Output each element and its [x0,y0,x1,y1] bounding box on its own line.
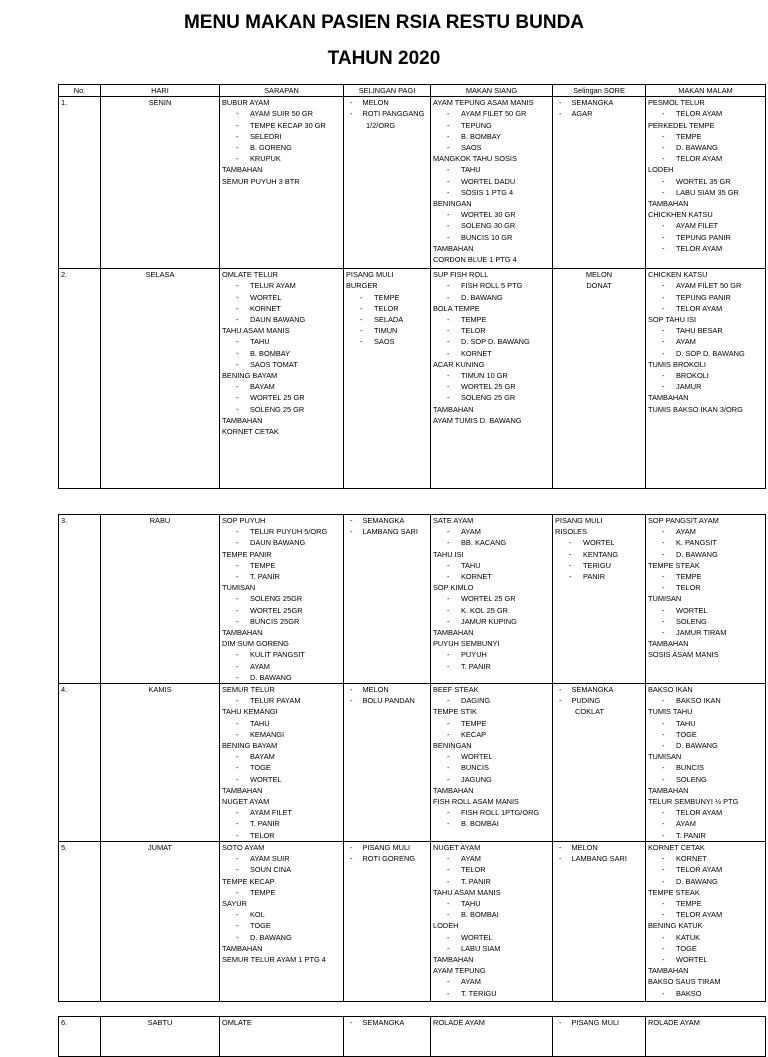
menu-table-1 [58,84,766,489]
ingredient-item: - AYAM [648,526,763,537]
dish-heading: BENING BAYAM [222,371,278,381]
ingredient-item: - TEMPE [648,898,763,909]
ingredient-item: - TOGE [222,762,341,773]
dish-heading: TAHU KEMANGI [222,707,278,717]
ingredient-item: - AYAM [648,336,763,347]
dish-heading: TAMBAHAN [222,165,263,175]
dish-heading: CHICKHEN KATSU [648,210,713,220]
ingredient-item: - MELON [346,97,428,108]
header-no: No. [59,85,101,97]
ingredient-item: - TEMPE [222,887,341,898]
ingredient-item: - AYAM SUIR 50 GR [222,108,341,119]
sore-cell [553,684,646,842]
ingredient-item: - SOLENG [648,616,763,627]
ingredient-item: - WORTEL 25 GR [433,593,550,604]
dish-heading: TAMBAHAN [433,243,474,253]
siang-cell [431,841,553,1001]
ingredient-item: - TELOR AYAM [648,153,763,164]
ingredient-item: - WORTEL [433,932,550,943]
ingredient-item: - TELOR AYAM [648,807,763,818]
table-row [59,515,766,684]
ingredient-item: - D. BAWANG [648,142,763,153]
day-cell: SENIN [101,97,220,269]
day-cell: KAMIS [101,684,220,842]
dish-heading: AYAM TUMIS D. BAWANG [433,415,522,425]
dish-heading: ROLADE AYAM [433,1018,485,1027]
ingredient-item: - DAUN BAWANG [222,537,341,548]
ingredient-item: - BUNCIS [648,762,763,773]
ingredient-item: - TEMPE [433,718,550,729]
ingredient-item: - T. PANIR [648,830,763,841]
ingredient-item: - KEMANGI [222,729,341,740]
table-row [59,1017,766,1057]
ingredient-item: COKLAT [575,707,605,717]
dish-heading: BENING BAYAM [222,741,278,751]
ingredient-item: - DAGING [433,695,550,706]
ingredient-item: - TEMPE [222,560,341,571]
ingredient-item: - TEMPE [346,292,428,303]
ingredient-item: - KORNET [433,348,550,359]
dish-heading: TAMBAHAN [222,943,263,953]
ingredient-item: - PISANG MULI [346,842,428,853]
ingredient-item: - KRUPUK [222,153,341,164]
ingredient-item: - SOSIS 1 PTG 4 [433,187,550,198]
dish-heading: TEMPE STIK [433,707,477,717]
ingredient-item: - SELEDRI [222,131,341,142]
siang-cell [431,269,553,489]
ingredient-item: - WORTEL [648,605,763,616]
ingredient-item: - TAHU [433,164,550,175]
ingredient-item: - WORTEL 25 GR [433,381,550,392]
dish-heading: TUMISAN [648,594,682,604]
ingredient-item: - ROTI PANGGANG [346,108,428,119]
ingredient-item: - AYAM FILET 50 GR [433,108,550,119]
ingredient-item: - SOLENG 25 GR [222,404,341,415]
ingredient-item: - KORNET [648,853,763,864]
ingredient-item: - TEPUNG PANIR [648,292,763,303]
header-makan-siang: MAKAN SIANG [431,85,553,97]
ingredient-item: - KATUK [648,932,763,943]
dish-heading: AYAM TEPUNG [433,966,486,976]
dish-heading: SEMUR PUYUH 3 BTR [222,176,300,186]
sarapan-cell [220,841,344,1001]
ingredient-item: - KULIT PANGSIT [222,649,341,660]
ingredient-item: - WORTEL [648,954,763,965]
ingredient-item: - AYAM [433,526,550,537]
ingredient-item: - BAYAM [222,381,341,392]
dish-heading: BAKSO IKAN [648,685,693,695]
ingredient-item: - AYAM [433,976,550,987]
ingredient-item: - SELADA [346,314,428,325]
ingredient-item: - SOLENG 25 GR [433,392,550,403]
ingredient-item: - SEMANGKA [555,684,643,695]
ingredient-item: - MELON [346,684,428,695]
ingredient-item: - TAHU [433,560,550,571]
ingredient-item: - TELUR PUYUH 5/ORG [222,526,341,537]
dish-heading: TAMBAHAN [433,628,474,638]
dish-heading: TUMISAN [648,752,682,762]
sarapan-cell [220,1017,344,1057]
ingredient-item: - T. PANIR [222,571,341,582]
dish-heading: ROLADE AYAM [648,1018,700,1027]
dish-heading: TAMBAHAN [433,785,474,795]
sore-cell [553,97,646,269]
dish-heading: TUMISAN [222,583,256,593]
dish-heading: SATE AYAM [433,516,474,525]
table-row [59,841,766,1001]
ingredient-item: - LAMBANG SARI [555,853,643,864]
ingredient-item: - TELOR AYAM [648,864,763,875]
dish-heading: BUBUR AYAM [222,98,270,108]
ingredient-item: - TELOR AYAM [648,303,763,314]
sore-cell [553,1017,646,1057]
dish-heading: BEEF STEAK [433,685,479,695]
dish-heading: TEMPE KECAP [222,876,275,886]
ingredient-item: - TAHU [222,718,341,729]
ingredient-item: - DAUN BAWANG [222,314,341,325]
dish-heading: TUMIS BAKSO IKAN 3/ORG [648,404,743,414]
ingredient-item: - SAOS TOMAT [222,359,341,370]
ingredient-item: - BUNCIS 10 GR [433,232,550,243]
ingredient-item: DONAT [586,281,612,291]
dish-heading: TUMIS BROKOLI [648,359,706,369]
dish-heading: BENINGAN [433,741,472,751]
dish-heading: BENINGAN [433,199,472,209]
day-cell: RABU [101,515,220,684]
ingredient-item: - SEMANGKA [555,97,643,108]
dish-heading: SOP PANGSIT AYAM [648,516,719,525]
row-number: 2. [59,269,101,489]
ingredient-item: 1/2/ORG [366,120,396,130]
malam-cell [646,269,766,489]
ingredient-item: - B. BOMBAI [433,818,550,829]
ingredient-item: - TAHU [433,898,550,909]
dish-heading: LODEH [648,165,674,175]
ingredient-item: - TAHU [648,718,763,729]
dish-heading: LODEH [433,921,459,931]
ingredient-item: - T. PANIR [222,818,341,829]
ingredient-item: - LABU SIAM 35 GR [648,187,763,198]
dish-heading: TUMIS TAHU [648,707,693,717]
pagi-cell [344,515,431,684]
dish-heading: RISOLES [555,527,588,537]
table-header-row [59,85,766,97]
ingredient-item: - SOLENG 25GR [222,593,341,604]
ingredient-item: - TAHU [222,336,341,347]
dish-heading: TAMBAHAN [648,785,689,795]
dish-heading: PUYUH SEMBUNYI [433,639,500,649]
dish-heading: SOP PUYUH [222,516,266,525]
ingredient-item: - TELOR AYAM [648,909,763,920]
ingredient-item: - BUNCIS [433,762,550,773]
ingredient-item: - T. PANIR [433,876,550,887]
dish-heading: TAHU ISI [433,549,464,559]
dish-heading: TAMBAHAN [648,199,689,209]
malam-cell [646,684,766,842]
dish-heading: TAHU ASAM MANIS [222,326,290,336]
malam-cell [646,841,766,1001]
ingredient-item: - AYAM FILET [222,807,341,818]
ingredient-item: - WORTEL 25 GR [222,392,341,403]
ingredient-item: - BAKSO [648,988,763,999]
ingredient-item: - WORTEL [433,751,550,762]
sore-cell [553,269,646,489]
ingredient-item: - TELOR [433,325,550,336]
pagi-cell [344,269,431,489]
dish-heading: AYAM TEPUNG ASAM MANIS [433,98,534,108]
ingredient-item: - SAOS [346,336,428,347]
ingredient-item: - TEPUNG PANIR [648,232,763,243]
pagi-cell [344,841,431,1001]
ingredient-item: - AYAM [648,818,763,829]
dish-heading: CORDON BLUE 1 PTG 4 [433,255,517,265]
ingredient-item: - TEMPE [648,131,763,142]
row-number: 5. [59,841,101,1001]
malam-cell [646,1017,766,1057]
ingredient-item: - B. BOMBAY [433,131,550,142]
ingredient-item: - AYAM FILET [648,220,763,231]
ingredient-item: - TELOR AYAM [648,243,763,254]
dish-heading: TAMBAHAN [648,393,689,403]
dish-heading: SUP FISH ROLL [433,270,489,280]
ingredient-item: - TOGE [648,729,763,740]
ingredient-item: - D. BAWANG [222,672,341,683]
header-selingan-sore: Selingan SORE [553,85,646,97]
header-selingan-pagi: SELINGAN PAGI [344,85,431,97]
sarapan-cell [220,269,344,489]
dish-heading: OMLATE TELUR [222,270,278,280]
dish-heading: SAYUR [222,898,247,908]
ingredient-item: - WORTEL [222,292,341,303]
ingredient-item: - B. BOMBAY [222,348,341,359]
row-number: 3. [59,515,101,684]
ingredient-item: - TELUR AYAM [222,280,341,291]
dish-heading: SOP KIMLO [433,583,474,593]
ingredient-item: - BAYAM [222,751,341,762]
table-row [59,97,766,269]
dish-heading: TEMPE STEAK [648,560,700,570]
ingredient-item: - BB. KACANG [433,537,550,548]
ingredient-item: - TIMUN [346,325,428,336]
dish-heading: TELUR SEMBUNYI ½ PTG [648,797,739,807]
ingredient-item: - WORTEL 35 GR [648,176,763,187]
ingredient-item: - JAMUR [648,381,763,392]
dish-heading: TAMBAHAN [222,628,263,638]
ingredient-item: - TOGE [222,920,341,931]
ingredient-item: - WORTEL [222,774,341,785]
dish-heading: KORNET CETAK [222,427,279,437]
dish-heading: SEMUR TELUR AYAM 1 PTG 4 [222,954,326,964]
ingredient-item: - T. TERIGU [433,988,550,999]
ingredient-item: - WORTEL [555,537,643,548]
header-makan-malam: MAKAN MALAM [646,85,766,97]
ingredient-item: - PISANG MULI [555,1017,643,1028]
pagi-cell [344,684,431,842]
ingredient-item: - KENTANG [555,549,643,560]
ingredient-item: - SEMANGKA [346,1017,428,1028]
ingredient-item: - PUYUH [433,649,550,660]
ingredient-item: - TEMPE KECAP 30 GR [222,120,341,131]
ingredient-item: - SEMANGKA [346,515,428,526]
ingredient-item: - KECAP [433,729,550,740]
dish-heading: ACAR KUNING [433,359,485,369]
ingredient-item: - TEMPE [648,571,763,582]
ingredient-item: - D. BAWANG [222,932,341,943]
ingredient-item: - D. BAWANG [648,549,763,560]
ingredient-item: - LAMBANG SARI [346,526,428,537]
ingredient-item: - TAHU BESAR [648,325,763,336]
ingredient-item: - B. GORENG [222,142,341,153]
dish-heading: MANGKOK TAHU SOSIS [433,154,517,164]
dish-heading: KORNET CETAK [648,842,705,852]
dish-heading: CHICKEN KATSU [648,270,708,280]
ingredient-item: MELON [585,270,613,280]
dish-heading: BAKSO SAUS TIRAM [648,977,721,987]
sore-cell [553,841,646,1001]
ingredient-item: - AYAM FILET 50 GR [648,280,763,291]
ingredient-item: - AYAM SUIR [222,853,341,864]
pagi-cell [344,1017,431,1057]
dish-heading: TAMBAHAN [433,954,474,964]
ingredient-item: - WORTEL 30 GR [433,209,550,220]
table-row [59,684,766,842]
ingredient-item: - PUDING [555,695,643,706]
day-cell: JUMAT [101,841,220,1001]
ingredient-item: - BUNCIS 25GR [222,616,341,627]
ingredient-item: - BAKSO IKAN [648,695,763,706]
dish-heading: TEMPE PANIR [222,549,272,559]
ingredient-item: - KOL [222,909,341,920]
table-row [59,269,766,489]
ingredient-item: - TELOR [222,830,341,841]
pagi-cell [344,97,431,269]
header-sarapan: SARAPAN [220,85,344,97]
day-cell: SELASA [101,269,220,489]
ingredient-item: - LABU SIAM [433,943,550,954]
siang-cell [431,97,553,269]
dish-heading: PERKEDEL TEMPE [648,120,715,130]
ingredient-item: - D. SOP D. BAWANG [648,348,763,359]
dish-heading: BENING KATUK [648,921,703,931]
ingredient-item: - SOUN CINA [222,864,341,875]
ingredient-item: - B. BOMBAI [433,909,550,920]
dish-heading: TAMBAHAN [222,785,263,795]
ingredient-item: - TELOR [433,864,550,875]
ingredient-item: - D. BAWANG [648,740,763,751]
ingredient-item: - TOGE [648,943,763,954]
ingredient-item: - T. PANIR [433,661,550,672]
ingredient-item: - AYAM [433,853,550,864]
dish-heading: SOTO AYAM [222,842,265,852]
header-hari: HARI [101,85,220,97]
dish-heading: TAMBAHAN [648,966,689,976]
menu-table-2 [58,514,766,1002]
ingredient-item: - TELOR [648,582,763,593]
ingredient-item: - D. BAWANG [433,292,550,303]
ingredient-item: - D. BAWANG [648,876,763,887]
ingredient-item: - BROKOLI [648,370,763,381]
ingredient-item: - TEPUNG [433,120,550,131]
row-number: 1. [59,97,101,269]
dish-heading: TAMBAHAN [433,404,474,414]
siang-cell [431,515,553,684]
ingredient-item: - JAGUNG [433,774,550,785]
ingredient-item: - KORNET [222,303,341,314]
ingredient-item: - AYAM [222,661,341,672]
sarapan-cell [220,97,344,269]
dish-heading: PESMOL TELUR [648,98,705,108]
dish-heading: SOSIS ASAM MANIS [648,650,719,660]
ingredient-item: - TERIGU [555,560,643,571]
ingredient-item: - TELOR AYAM [648,108,763,119]
row-number: 6. [59,1017,101,1057]
ingredient-item: - KORNET [433,571,550,582]
ingredient-item: - FISH ROLL 1PTG/ORG [433,807,550,818]
dish-heading: SOP TAHU ISI [648,315,697,325]
ingredient-item: - K. PANGSIT [648,537,763,548]
dish-heading: TAMBAHAN [222,415,263,425]
ingredient-item: - SOLENG [648,774,763,785]
dish-heading: PISANG MULI [555,516,603,525]
ingredient-item: - BOLU PANDAN [346,695,428,706]
ingredient-item: - WORTEL 25GR [222,605,341,616]
dish-heading: DIM SUM GORENG [222,639,289,649]
dish-heading: TAMBAHAN [648,639,689,649]
ingredient-item: - D. SOP D. BAWANG [433,336,550,347]
day-cell: SABTU [101,1017,220,1057]
ingredient-item: - TIMUN 10 GR [433,370,550,381]
ingredient-item: - MELON [555,842,643,853]
sarapan-cell [220,515,344,684]
dish-heading: NUGET AYAM [433,842,481,852]
siang-cell [431,1017,553,1057]
dish-heading: SEMUR TELUR [222,685,275,695]
sore-cell [553,515,646,684]
dish-heading: TEMPE STEAK [648,887,700,897]
ingredient-item: - SOLENG 30 GR [433,220,550,231]
ingredient-item: - K. KOL 25 GR [433,605,550,616]
row-number: 4. [59,684,101,842]
dish-heading: TAHU ASAM MANIS [433,887,501,897]
menu-table-3 [58,1016,766,1057]
sarapan-cell [220,684,344,842]
siang-cell [431,684,553,842]
ingredient-item: - JAMUR TIRAM [648,627,763,638]
ingredient-item: - FISH ROLL 5 PTG [433,280,550,291]
dish-heading: PISANG MULI [346,270,394,280]
ingredient-item: - ROTI GORENG [346,853,428,864]
malam-cell [646,515,766,684]
dish-heading: NUGET AYAM [222,797,270,807]
dish-heading: BOLA TEMPE [433,303,480,313]
dish-heading: FISH ROLL ASAM MANIS [433,797,519,807]
ingredient-item: - SAOS [433,142,550,153]
ingredient-item: - TEMPE [433,314,550,325]
ingredient-item: - AGAR [555,108,643,119]
dish-heading: BURGER [346,281,378,291]
ingredient-item: - PANIR [555,571,643,582]
ingredient-item: - TELOR [346,303,428,314]
page-subtitle: TAHUN 2020 [327,48,441,69]
ingredient-item: - TELUR PAYAM [222,695,341,706]
dish-heading: OMLATE [222,1018,252,1027]
page-title: MENU MAKAN PASIEN RSIA RESTU BUNDA [183,12,585,33]
ingredient-item: - JAMUR KUPING [433,616,550,627]
malam-cell [646,97,766,269]
ingredient-item: - WORTEL DADU [433,176,550,187]
